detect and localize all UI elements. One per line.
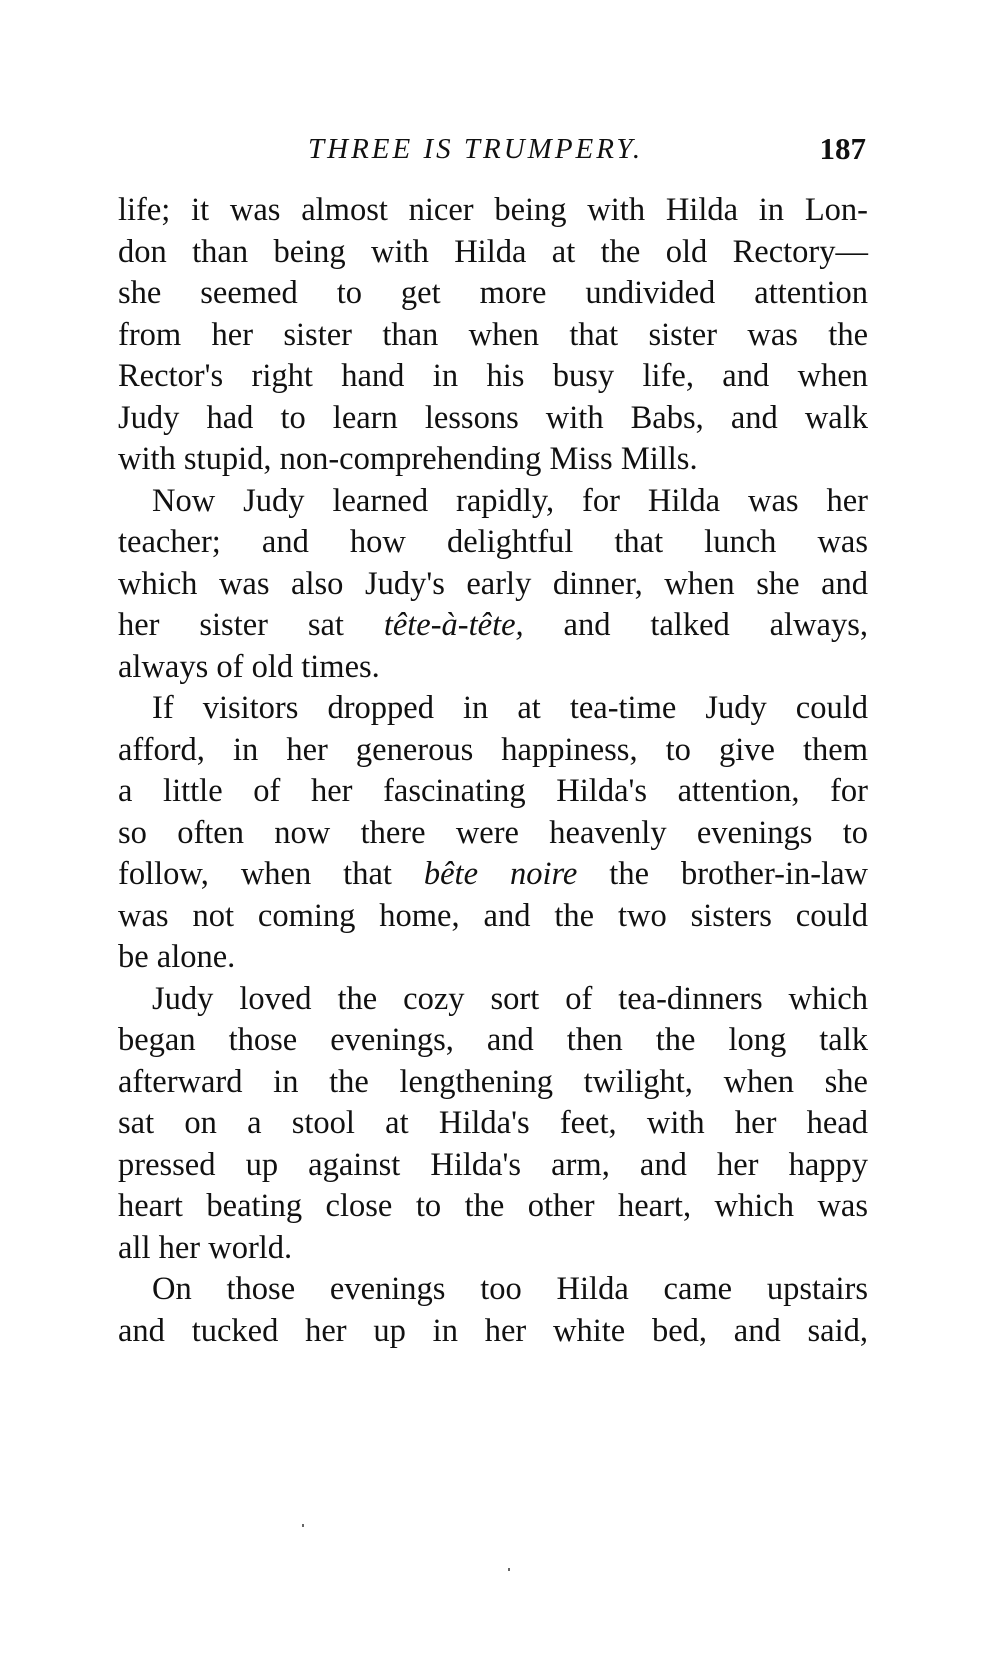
text-line: and tucked her up in her white bed, and said, — [118, 1312, 868, 1349]
italic-phrase: bête noire — [423, 856, 578, 892]
text-line: Now Judy learned rapidly, for Hilda was her — [152, 482, 868, 519]
text-line: heart beating close to the other heart, which was — [118, 1188, 868, 1224]
text-line: If visitors dropped in at tea-time Judy could — [152, 690, 868, 726]
body-text — [118, 190, 868, 1352]
text-line: afford, in her generous happiness, to give them — [118, 731, 868, 768]
text-line: with stupid, non-comprehending Miss Mills. — [118, 441, 698, 477]
text-line: teacher; and how delightful that lunch was — [118, 524, 868, 560]
text-line: be alone. — [118, 939, 236, 975]
text-line: from her sister than when that sister was the — [118, 316, 868, 353]
text-line: Rector's right hand in his busy life, and when — [118, 358, 868, 394]
text-fragment: follow, when that — [118, 856, 424, 892]
scan-speck — [302, 1524, 304, 1527]
text-line: which was also Judy's early dinner, when she and — [118, 565, 868, 602]
italic-phrase: tête-à-tête, — [383, 607, 524, 643]
page-number: 187 — [819, 131, 866, 166]
scan-speck — [508, 1568, 510, 1571]
text-line: she seemed to get more undivided attention — [118, 275, 868, 311]
text-line: so often now there were heavenly evenings to — [118, 814, 868, 851]
text-line: always of old times. — [118, 648, 380, 685]
text-line — [118, 605, 868, 647]
text-line: On those evenings too Hilda came upstairs — [152, 1271, 868, 1307]
paragraph-3 — [118, 688, 868, 979]
running-head — [118, 133, 866, 173]
text-fragment: the brother-in-law — [577, 856, 868, 892]
text-line: don than being with Hilda at the old Rectory— — [118, 233, 868, 270]
text-line: Judy loved the cozy sort of tea-dinners which — [152, 980, 868, 1017]
text-fragment: her sister sat — [118, 607, 384, 643]
text-fragment: and talked always, — [523, 607, 868, 643]
running-title: THREE IS TRUMPERY. — [308, 133, 644, 165]
paragraph-1 — [118, 190, 868, 481]
text-line: a little of her fascinating Hilda's attention, for — [118, 773, 868, 809]
paragraph-2 — [118, 481, 868, 689]
text-line: was not coming home, and the two sisters could — [118, 897, 868, 934]
text-line: Judy had to learn lessons with Babs, and walk — [118, 399, 868, 436]
text-line: began those evenings, and then the long talk — [118, 1022, 868, 1058]
paragraph-5 — [118, 1269, 868, 1352]
paragraph-4 — [118, 979, 868, 1270]
text-line: afterward in the lengthening twilight, when she — [118, 1063, 868, 1100]
text-line: all her world. — [118, 1229, 293, 1266]
text-line: life; it was almost nicer being with Hilda in Lon- — [118, 192, 868, 228]
text-line — [118, 854, 868, 896]
text-line: sat on a stool at Hilda's feet, with her head — [118, 1105, 868, 1141]
text-line: pressed up against Hilda's arm, and her happy — [118, 1146, 868, 1183]
